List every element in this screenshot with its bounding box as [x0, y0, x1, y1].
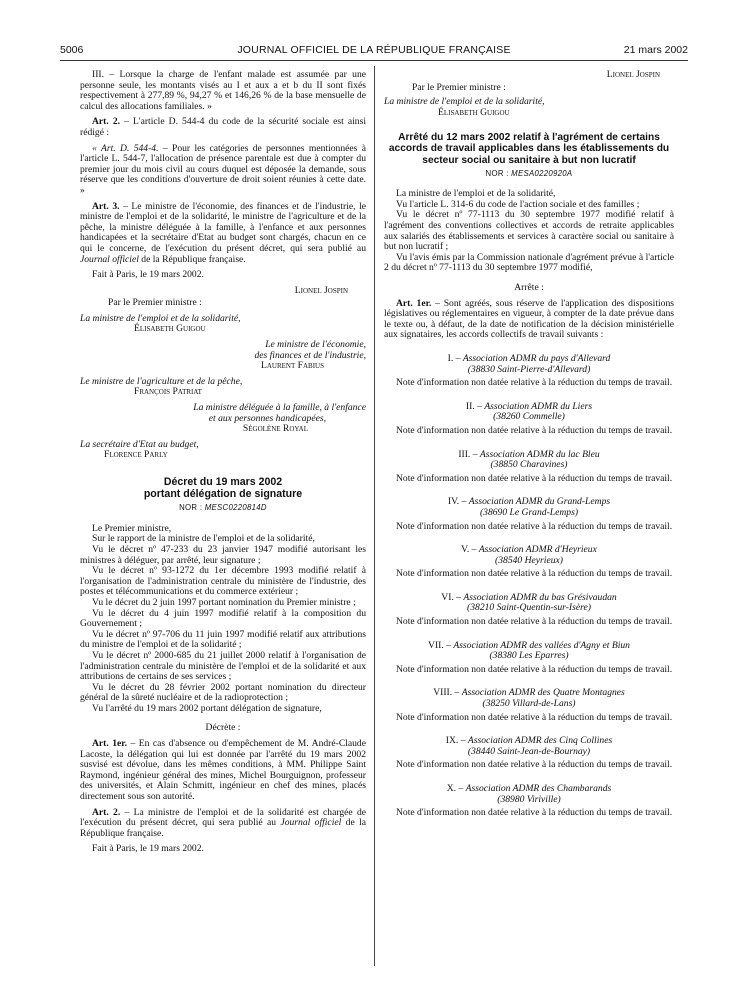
column-divider	[374, 66, 375, 966]
signatory-role: La ministre de l'emploi et de la solidarité,	[384, 96, 545, 108]
association-name: Association ADMR des Quatre Montagnes	[461, 687, 625, 699]
association-entry	[384, 736, 674, 771]
decree-visa: Vu l'arrêté du 19 mars 2002 portant délégation de signature,	[92, 702, 322, 714]
signatory-name: Lionel Jospin	[294, 284, 348, 296]
association-number: VII. –	[428, 639, 454, 651]
signatory-by: Par le Premier ministre :	[108, 297, 202, 309]
association-name: Association ADMR du pays d'Allevard	[462, 352, 611, 364]
association-name: Association ADMR d'Heyrieux	[478, 544, 597, 556]
association-entry	[384, 641, 674, 676]
association-location: (38980 Viriville)	[497, 793, 561, 805]
signatory-name: Élisabeth Guigou	[134, 323, 206, 335]
association-number: II. –	[465, 400, 485, 412]
association-location: (38850 Charavines)	[490, 459, 568, 471]
association-number: I. –	[447, 352, 463, 364]
left-column	[80, 70, 366, 855]
association-entry	[384, 688, 674, 723]
association-location: (38540 Heyrieux)	[495, 554, 563, 566]
decree-visa: Vu le décret du 28 février 2002 portant nomination du directeur général de la sûreté nucléaire et de la radioprotection ;	[80, 681, 366, 704]
signatory-role: des finances et de l'industrie,	[254, 349, 366, 361]
association-location: (38210 Saint-Quentin-sur-Isère)	[467, 602, 591, 614]
arrete-heading: Arrête :	[514, 282, 544, 293]
association-note: Note d'information non datée relative à la réduction du temps de travail.	[396, 424, 673, 436]
association-heading	[384, 545, 674, 566]
association-number: X. –	[446, 783, 466, 794]
association-location: (38830 Saint-Pierre-d'Allevard)	[467, 363, 591, 375]
article-2: Art. 2. – L'article D. 544-4 du code de la sécurité sociale est ainsi rédigé :	[80, 116, 366, 138]
signatory-role: La ministre déléguée à la famille, à l'enfance	[193, 402, 366, 414]
association-note: Note d'information non datée relative à la réduction du temps de travail.	[396, 759, 673, 771]
signatory-role: Le ministre de l'agriculture et de la pêche,	[80, 375, 243, 387]
association-location: (38260 Commelle)	[493, 411, 565, 423]
decree-title: Décret du 19 mars 2002 portant délégation de signature	[143, 476, 303, 500]
association-heading	[384, 641, 674, 662]
decree-visa: Vu le décret nº 2000-685 du 21 juillet 2000 relatif à l'organisation de l'administration centrale du ministère de l'emploi et de la solidarité et aux attributions de certains de ses services ;	[80, 649, 366, 683]
association-number: VIII. –	[433, 687, 462, 699]
nor-reference: NOR : MESC0220814D	[179, 503, 267, 513]
arrete-visa: Vu l'avis émis par la Commission nationale d'agrément prévue à l'article 2 du décret nº 77-1113 du 30 septembre 1977 modifié,	[384, 251, 674, 274]
article-3: Art. 3. – Le ministre de l'économie, des finances et de l'industrie, le ministre de l'emploi et de la solidarité, le ministre de l'agriculture et de la pêche, la ministre déléguée à la famille, à l'enfance et aux personnes handicapées et la secrétaire d'Etat au budget sont chargés, chacun en ce qui le concerne, de l'exécution du présent décret, qui sera publié au Journal officiel de la République française.	[80, 200, 367, 265]
signing-date: Fait à Paris, le 19 mars 2002.	[92, 269, 204, 281]
association-heading	[384, 450, 674, 471]
association-name: Association ADMR du Grand-Lemps	[468, 496, 611, 508]
decree-visa: Sur le rapport de la ministre de l'emploi et de la solidarité,	[92, 533, 315, 545]
association-number: IV. –	[447, 496, 469, 508]
decrete-heading: Décrète :	[205, 722, 241, 734]
association-number: IX. –	[445, 735, 468, 747]
decree-preamble: Le Premier ministre,	[92, 522, 172, 534]
association-name: Association ADMR du lac Bleu	[479, 448, 600, 460]
association-note: Note d'information non datée relative à la réduction du temps de travail.	[396, 807, 673, 819]
association-name: Association ADMR des vallées d'Agny et Biun	[453, 639, 630, 651]
association-number: VI. –	[441, 591, 464, 603]
signatory-name: Lionel Jospin	[606, 69, 660, 80]
association-name: Association ADMR du Liers	[484, 400, 593, 412]
association-note: Note d'information non datée relative à la réduction du temps de travail.	[396, 711, 673, 723]
page-number: 5006	[60, 44, 84, 56]
signatory-role: et aux personnes handicapées,	[208, 412, 326, 424]
association-note: Note d'information non datée relative à la réduction du temps de travail.	[396, 472, 673, 484]
signatory-role: La secrétaire d'Etat au budget,	[80, 438, 199, 450]
association-heading	[384, 497, 674, 518]
association-note: Note d'information non datée relative à la réduction du temps de travail.	[396, 616, 673, 628]
association-heading	[384, 736, 674, 757]
association-location: (38380 Les Eparres)	[489, 650, 569, 662]
article-label: Art. 3.	[92, 200, 120, 212]
decree-visa: Vu le décret du 4 juin 1997 modifié relatif à la composition du Gouvernement ;	[80, 607, 366, 630]
association-heading	[384, 593, 674, 614]
association-note: Note d'information non datée relative à la réduction du temps de travail.	[396, 377, 673, 389]
page-header	[60, 44, 688, 60]
signatory-name: Ségolène Royal	[242, 423, 308, 435]
signatory-name: Élisabeth Guigou	[438, 106, 510, 118]
association-heading	[384, 688, 674, 709]
association-entry	[384, 450, 674, 485]
decree-visa: Vu le décret du 2 juin 1997 portant nomination du Premier ministre ;	[92, 596, 356, 608]
association-location: (38690 Le Grand-Lemps)	[479, 506, 579, 518]
signatory-name: Florence Parly	[104, 449, 168, 461]
decree-article-2: Art. 2. – La ministre de l'emploi et de la solidarité est chargée de l'exécution du présent décret, qui sera publié au Journal officiel de la République française.	[80, 806, 367, 839]
header-rule	[60, 60, 688, 61]
signatory-by: Par le Premier ministre :	[412, 81, 506, 93]
association-note: Note d'information non datée relative à la réduction du temps de travail.	[396, 568, 673, 580]
association-note: Note d'information non datée relative à la réduction du temps de travail.	[396, 520, 673, 532]
right-column	[384, 70, 674, 819]
arrete-preamble: La ministre de l'emploi et de la solidarité,	[396, 188, 556, 200]
signatory-role: Le ministre de l'économie,	[265, 339, 366, 351]
issue-date: 21 mars 2002	[623, 44, 688, 56]
signing-date: Fait à Paris, le 19 mars 2002.	[92, 843, 204, 855]
article-label: Art. 2.	[92, 806, 121, 818]
arrete-article-1: Art. 1er. – Sont agréés, sous réserve de l'application des dispositions législatives ou réglementaires en vigueur, à compter de la date prévue dans le texte ou, à défaut, de la date de notification de la décision ministérielle aux signataires, les accords collectifs de travail suivants :	[384, 297, 674, 341]
association-location: (38440 Saint-Jean-de-Bournay)	[467, 745, 591, 757]
article-label: Art. 1er.	[92, 738, 128, 750]
association-entry	[384, 593, 674, 628]
association-list	[384, 354, 674, 819]
article-label: Art. 2.	[92, 116, 121, 128]
arrete-visa: Vu l'article L. 314-6 du code de l'action sociale et des familles ;	[396, 198, 640, 210]
association-entry	[384, 354, 674, 389]
association-number: V. –	[461, 544, 479, 556]
association-name: Association ADMR du bas Grésivaudan	[463, 591, 617, 603]
signatory-name: Laurent Fabius	[261, 360, 324, 372]
association-note: Note d'information non datée relative à la réduction du temps de travail.	[396, 663, 673, 675]
signatory-name: François Patriat	[134, 386, 202, 398]
article-label: Art. 1er.	[396, 297, 432, 309]
association-entry	[384, 497, 674, 532]
decree-visa: Vu le décret nº 93-1272 du 1er décembre 1993 modifié relatif à l'organisation de l'administration centrale du ministère de l'industrie, des postes et télécommunications et du commerce extérieur ;	[80, 565, 366, 598]
arrete-title: Arrêté du 12 mars 2002 relatif à l'agrément de certains accords de travail applicables dans les établissements du secteur social ou sanitaire à but non lucratif	[388, 132, 670, 166]
signatory-role: La ministre de l'emploi et de la solidarité,	[80, 312, 241, 324]
article-quote: « Art. D. 544-4. – Pour les catégories de personnes mentionnées à l'article L. 544-7, l'allocation de présence parentale est due à compter du premier jour du mois civil au cours duquel est déposée la demande, sous réserve que les conditions d'ouverture de droit soient réunies à cette date. »	[80, 142, 366, 196]
association-heading	[384, 784, 674, 805]
association-name: Association ADMR des Cinq Collines	[467, 735, 613, 747]
association-heading	[384, 354, 674, 375]
association-entry	[384, 545, 674, 580]
arrete-visa: Vu le décret nº 77-1113 du 30 septembre 1977 modifié relatif à l'agrément des conventions collectives et accords de retraite applicables aux salariés des établissements et services à caractère social ou sanitaire à but non lucratif ;	[384, 209, 674, 253]
association-location: (38250 Villard-de-Lans)	[482, 698, 576, 710]
association-heading	[384, 402, 674, 423]
paragraph-iii: III. – Lorsque la charge de l'enfant malade est assumée par une personne seule, les montants visés au I et aux a et b du II sont fixés respectivement à 277,89 %, 94,27 % et 146,26 % de la base mensuelle de calcul des allocations familiales. »	[80, 69, 366, 112]
decree-visa: Vu le décret nº 97-706 du 11 juin 1997 modifié relatif aux attributions du ministre de l'emploi et de la solidarité ;	[80, 628, 366, 651]
journal-title: JOURNAL OFFICIEL DE LA RÉPUBLIQUE FRANÇAISE	[237, 44, 511, 56]
association-entry	[384, 402, 674, 437]
association-entry	[384, 784, 674, 819]
decree-article-1: Art. 1er. – En cas d'absence ou d'empêchement de M. André-Claude Lacoste, la délégation qui lui est donnée par l'arrêté du 19 mars 2002 susvisé est dévolue, dans les mêmes conditions, à MM. Philippe Saint Raymond, ingénieur général des mines, Michel Bourguignon, professeur des universités, et Alain Schmitt, ingénieur en chef des mines, placés directement sous son autorité.	[80, 738, 366, 803]
association-name: Association ADMR des Chambarands	[465, 783, 612, 794]
article-label: « Art. D. 544-4.	[92, 142, 159, 154]
decree-visa: Vu le décret nº 47-233 du 23 janvier 1947 modifié autorisant les ministres à déléguer, par arrêté, leur signature ;	[80, 543, 366, 566]
association-number: III. –	[458, 448, 480, 460]
nor-reference: NOR : MESA0220920A	[485, 168, 573, 178]
